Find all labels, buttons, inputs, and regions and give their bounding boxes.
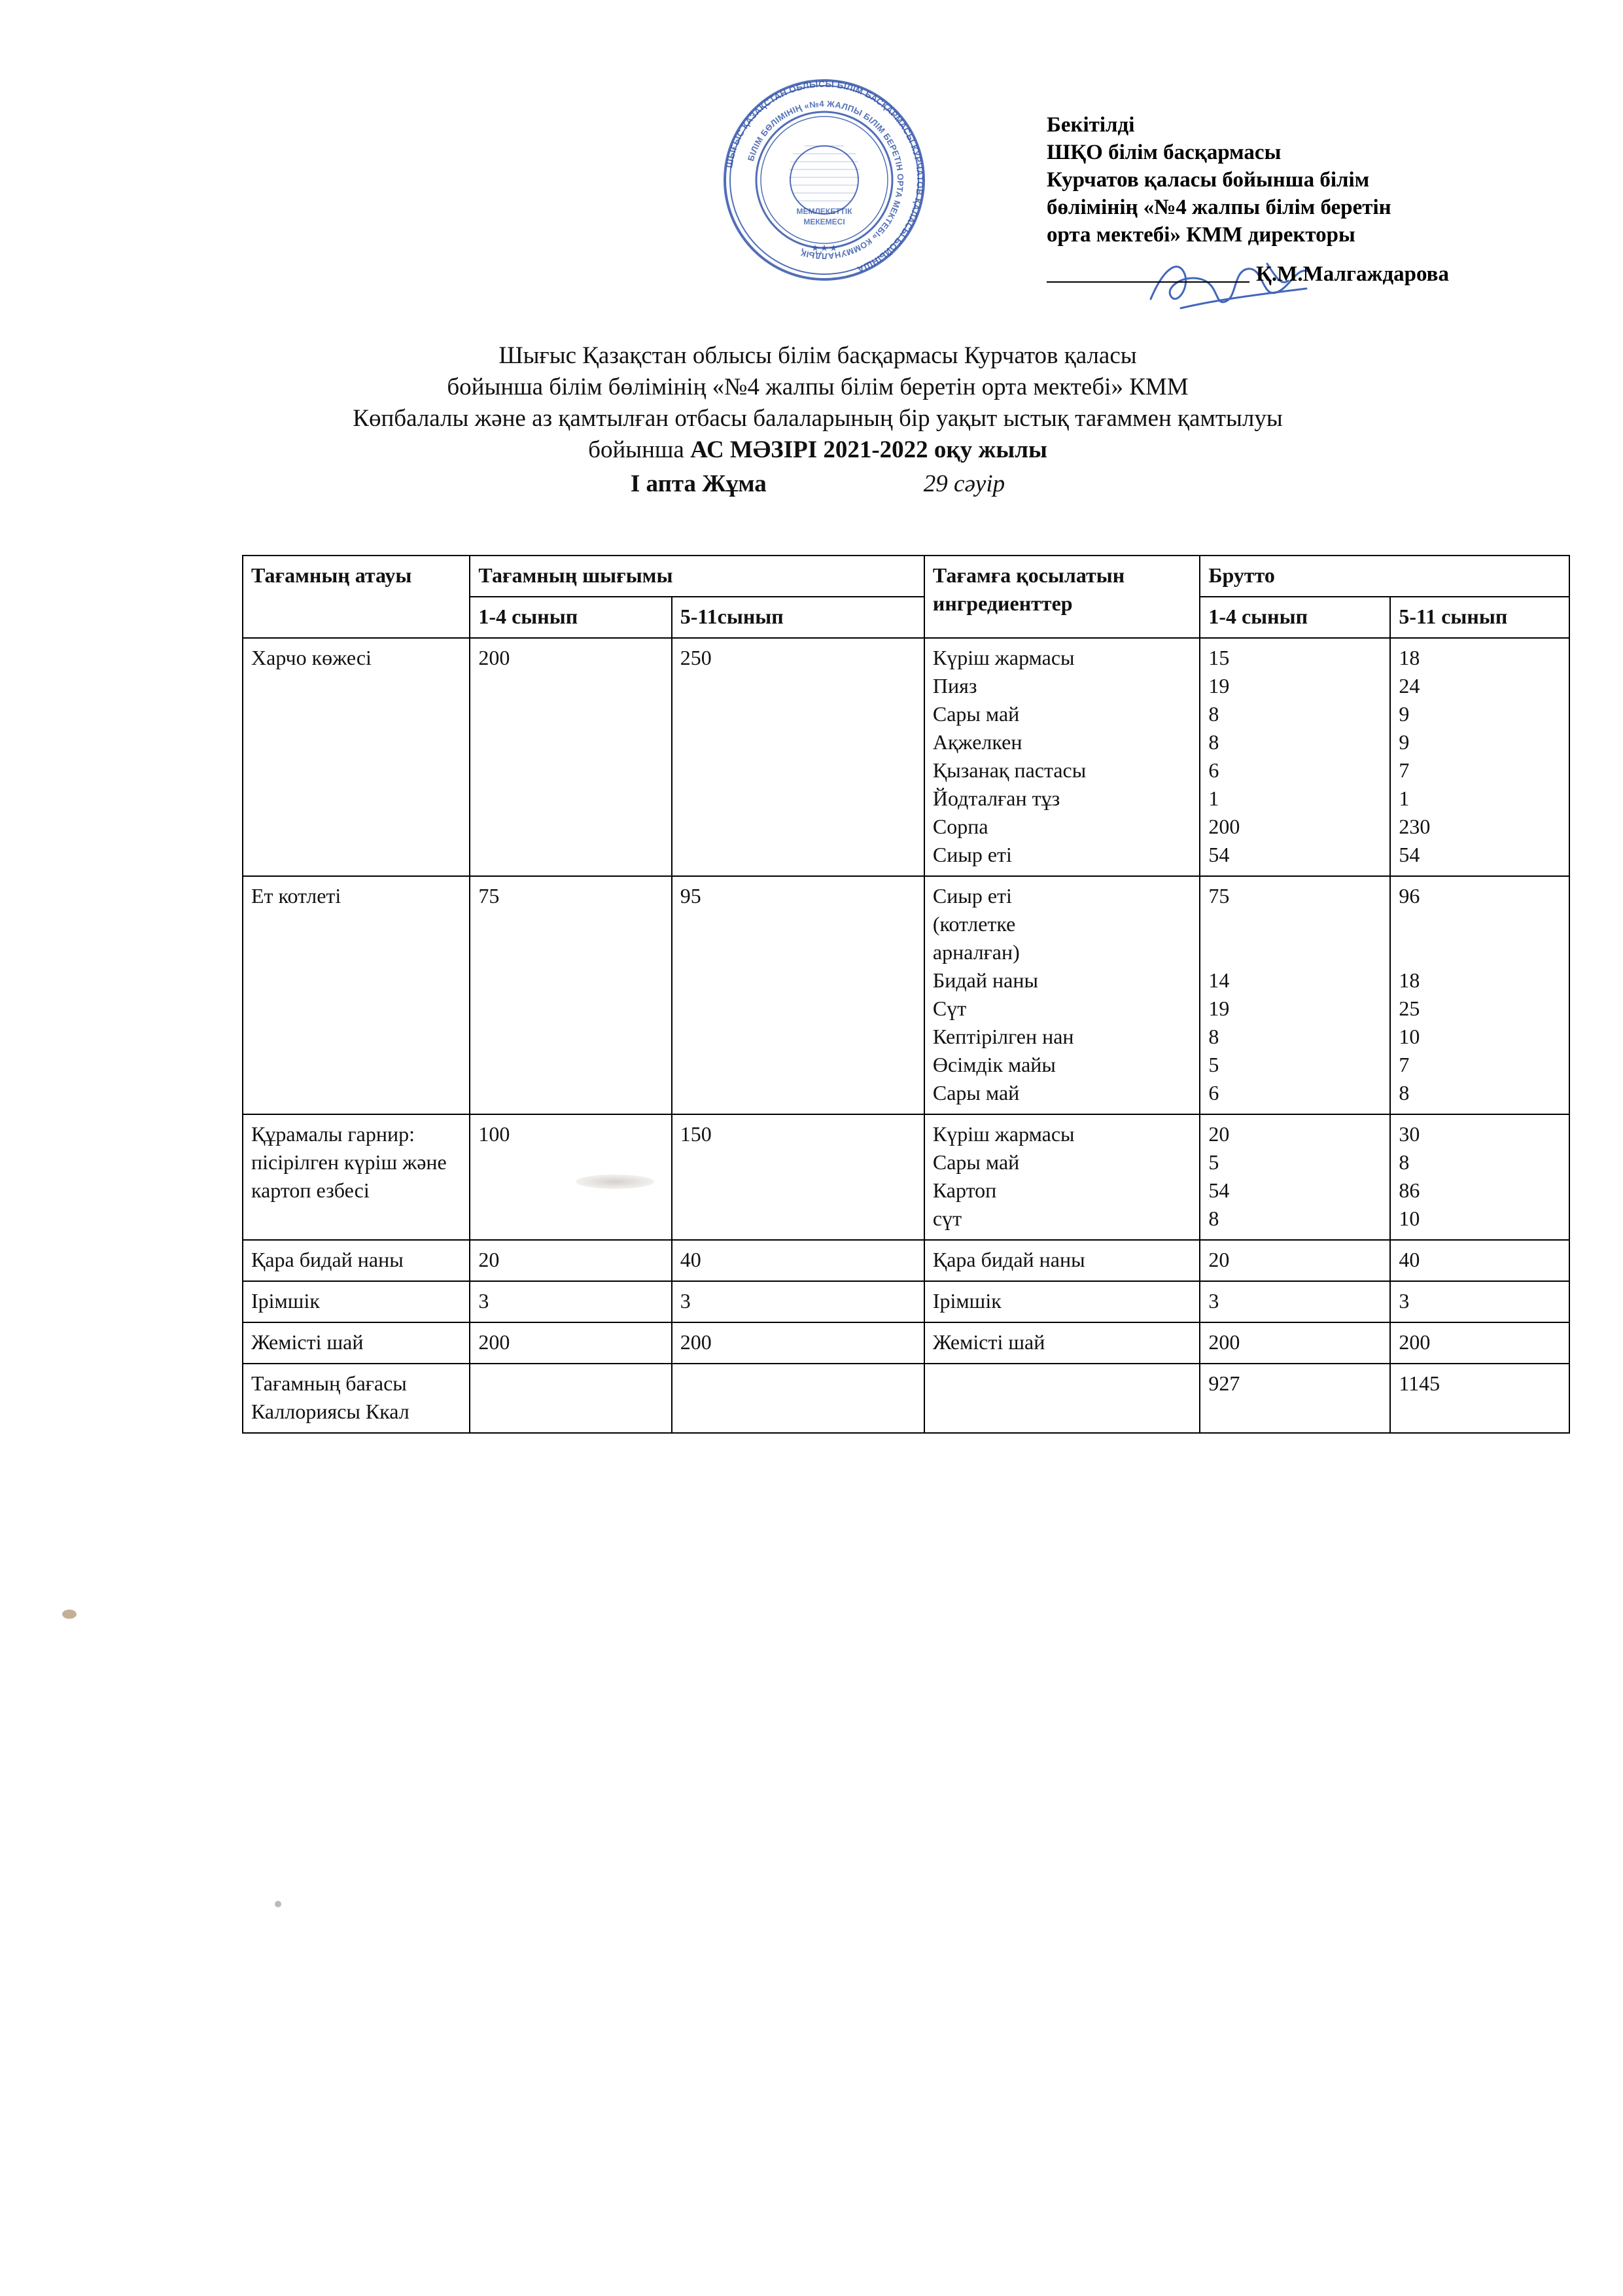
- brutto-value: 54: [1208, 1178, 1230, 1202]
- ingredient-item: Бидай наны: [932, 968, 1038, 992]
- table-total-row: [243, 1364, 1569, 1433]
- cell-brutto-1-4: [1200, 1114, 1390, 1240]
- cell-brutto-5-11: 40: [1390, 1240, 1569, 1281]
- cell-dish-name: Жемісті шай: [243, 1322, 470, 1364]
- title-line-2: бойынша білім бөлімінің «№4 жалпы білім беретін орта мектебі» КММ: [447, 374, 1189, 400]
- cell-brutto-1-4: [1200, 876, 1390, 1114]
- cell-total-output-1-4: [470, 1364, 671, 1433]
- header-brutto: Брутто: [1200, 556, 1569, 597]
- header-output-1-4: 1-4 сынып: [470, 597, 671, 638]
- cell-output-1-4: 75: [470, 876, 671, 1114]
- brutto-value: 86: [1399, 1178, 1420, 1202]
- header-output: Тағамның шығымы: [470, 556, 924, 597]
- menu-heading: АС МӘЗІРІ 2021-2022 оқу жылы: [690, 436, 1047, 463]
- ingredient-item: Өсімдік майы: [932, 1053, 1056, 1076]
- cell-dish-name: Қара бидай наны: [243, 1240, 470, 1281]
- brutto-value: 14: [1208, 968, 1230, 992]
- week-row: [242, 468, 1393, 500]
- cell-ingredients: [924, 876, 1200, 1114]
- approval-line-1: Бекітілді: [1047, 113, 1135, 137]
- cell-output-5-11: 95: [672, 876, 924, 1114]
- brutto-value: 8: [1208, 1207, 1219, 1230]
- brutto-value: 18: [1399, 646, 1420, 669]
- brutto-value: 19: [1208, 997, 1230, 1020]
- brutto-value: 75: [1208, 884, 1230, 908]
- table-row: [243, 1322, 1569, 1364]
- svg-text:МЕКЕМЕСІ: МЕКЕМЕСІ: [803, 217, 845, 226]
- cell-output-5-11: 40: [672, 1240, 924, 1281]
- brutto-value: 230: [1399, 815, 1431, 838]
- ingredient-item: Күріш жармасы: [932, 1122, 1075, 1146]
- brutto-value: 8: [1399, 1081, 1410, 1104]
- brutto-value: 8: [1399, 1150, 1410, 1174]
- svg-text:★ ★ ★: ★ ★ ★: [811, 243, 837, 253]
- brutto-value: 20: [1208, 1122, 1230, 1146]
- week-day-label: I апта Жұма: [630, 470, 767, 497]
- table-row: [243, 1240, 1569, 1281]
- menu-date: 29 сәуір: [923, 470, 1005, 497]
- menu-table: [242, 555, 1570, 1434]
- brutto-spacer: [1399, 910, 1561, 938]
- title-line-4: [242, 434, 1393, 466]
- director-name: Қ.М.Малгаждарова: [1256, 262, 1449, 286]
- table-header-row-1: [243, 556, 1569, 597]
- header-ingredients: Тағамға қосылатын ингредиенттер: [924, 556, 1200, 638]
- cell-brutto-5-11: 200: [1390, 1322, 1569, 1364]
- cell-output-1-4: 20: [470, 1240, 671, 1281]
- cell-output-1-4: 3: [470, 1281, 671, 1322]
- ingredient-item: Сүт: [932, 997, 967, 1020]
- brutto-value: 54: [1399, 843, 1420, 866]
- brutto-value: 7: [1399, 1053, 1410, 1076]
- approval-block: [1047, 111, 1563, 288]
- cell-total-ingredients: [924, 1364, 1200, 1433]
- ingredient-item: (котлетке: [932, 912, 1016, 936]
- brutto-value: 8: [1208, 730, 1219, 754]
- cell-ingredients: Ірімшік: [924, 1281, 1200, 1322]
- ingredient-item: Кептірілген нан: [932, 1025, 1074, 1048]
- approval-line-2: ШҚО білім басқармасы: [1047, 141, 1282, 164]
- cell-output-5-11: 250: [672, 638, 924, 876]
- cell-ingredients: Қара бидай наны: [924, 1240, 1200, 1281]
- header-dish-name: Тағамның атауы: [243, 556, 470, 638]
- brutto-value: 7: [1399, 758, 1410, 782]
- cell-output-1-4: 100: [470, 1114, 671, 1240]
- cell-brutto-5-11: [1390, 638, 1569, 876]
- ingredient-item: арналған): [932, 940, 1020, 964]
- document-title: [242, 340, 1393, 500]
- brutto-value: 9: [1399, 730, 1410, 754]
- table-row: [243, 876, 1569, 1114]
- brutto-value: 25: [1399, 997, 1420, 1020]
- cell-total-calories-1-4: 927: [1200, 1364, 1390, 1433]
- brutto-value: 10: [1399, 1025, 1420, 1048]
- cell-ingredients: [924, 638, 1200, 876]
- ingredient-item: Қызанақ пастасы: [932, 758, 1087, 782]
- cell-brutto-5-11: [1390, 1114, 1569, 1240]
- ingredient-item: сүт: [932, 1207, 962, 1230]
- cell-total-output-5-11: [672, 1364, 924, 1433]
- brutto-value: 10: [1399, 1207, 1420, 1230]
- brutto-spacer: [1399, 938, 1561, 966]
- approval-line-3: Курчатов қаласы бойынша білім: [1047, 168, 1370, 192]
- brutto-value: 9: [1399, 702, 1410, 726]
- svg-text:ШЫҒЫС ҚАЗАҚСТАН ОБЛЫСЫ БІЛІМ Б: ШЫҒЫС ҚАЗАҚСТАН ОБЛЫСЫ БІЛІМ БАСҚАРМАСЫ КУРЧАТОВ ҚАЛАСЫ БОЙЫНША: [724, 79, 926, 275]
- ingredient-item: Күріш жармасы: [932, 646, 1075, 669]
- cell-ingredients: [924, 1114, 1200, 1240]
- header-brutto-5-11: 5-11 сынып: [1390, 597, 1569, 638]
- table-row: [243, 1114, 1569, 1240]
- scan-smudge: [576, 1174, 654, 1189]
- cell-dish-name: Ет котлеті: [243, 876, 470, 1114]
- ingredient-item: Сары май: [932, 1081, 1020, 1104]
- cell-output-5-11: 3: [672, 1281, 924, 1322]
- brutto-value: 18: [1399, 968, 1420, 992]
- brutto-value: 54: [1208, 843, 1230, 866]
- scan-dot: [275, 1901, 281, 1907]
- table-row: [243, 638, 1569, 876]
- brutto-value: 96: [1399, 884, 1420, 908]
- header-output-5-11: 5-11сынып: [672, 597, 924, 638]
- cell-dish-name: Харчо көжесі: [243, 638, 470, 876]
- brutto-value: 6: [1208, 1081, 1219, 1104]
- brutto-value: 30: [1399, 1122, 1420, 1146]
- brutto-value: 19: [1208, 674, 1230, 698]
- ingredient-item: Ақжелкен: [932, 730, 1022, 754]
- svg-text:БІЛІМ БӨЛІМІНІҢ «№4 ЖАЛПЫ БІЛІ: БІЛІМ БӨЛІМІНІҢ «№4 ЖАЛПЫ БІЛІМ БЕРЕТІН ОРТА МЕКТЕБІ» КОММУНАЛДЫҚ: [745, 98, 906, 262]
- cell-brutto-1-4: 20: [1200, 1240, 1390, 1281]
- brutto-value: 5: [1208, 1150, 1219, 1174]
- svg-text:МЕМЛЕКЕТТІК: МЕМЛЕКЕТТІК: [796, 207, 852, 216]
- brutto-spacer: [1208, 910, 1382, 938]
- ingredient-item: Пияз: [932, 674, 977, 698]
- cell-output-5-11: 150: [672, 1114, 924, 1240]
- cell-brutto-5-11: 3: [1390, 1281, 1569, 1322]
- title-line-3: Көпбалалы және аз қамтылған отбасы балаларының бір уақыт ыстық тағаммен қамтылуы: [353, 405, 1283, 432]
- brutto-value: 1: [1399, 786, 1410, 810]
- brutto-spacer: [1208, 938, 1382, 966]
- cell-total-label: Тағамның бағасы Каллориясы Ккал: [243, 1364, 470, 1433]
- approval-line-4: бөлімінің «№4 жалпы білім беретін: [1047, 196, 1391, 219]
- table-row: [243, 1281, 1569, 1322]
- official-stamp: [707, 62, 942, 298]
- cell-brutto-1-4: [1200, 638, 1390, 876]
- brutto-value: 24: [1399, 674, 1420, 698]
- brutto-value: 5: [1208, 1053, 1219, 1076]
- ingredient-item: Сары май: [932, 1150, 1020, 1174]
- brutto-value: 8: [1208, 1025, 1219, 1048]
- cell-output-5-11: 200: [672, 1322, 924, 1364]
- title-line-4-prefix: бойынша: [588, 436, 691, 463]
- cell-brutto-1-4: 200: [1200, 1322, 1390, 1364]
- brutto-value: 15: [1208, 646, 1230, 669]
- table-body: [243, 638, 1569, 1433]
- cell-ingredients: Жемісті шай: [924, 1322, 1200, 1364]
- cell-dish-name: Ірімшік: [243, 1281, 470, 1322]
- ingredient-item: Сиыр еті: [932, 884, 1012, 908]
- ingredient-item: Сиыр еті: [932, 843, 1012, 866]
- cell-brutto-5-11: [1390, 876, 1569, 1114]
- signature-row: [1047, 260, 1563, 288]
- ingredient-item: Сорпа: [932, 815, 988, 838]
- brutto-value: 1: [1208, 786, 1219, 810]
- cell-total-calories-5-11: 1145: [1390, 1364, 1569, 1433]
- header-brutto-1-4: 1-4 сынып: [1200, 597, 1390, 638]
- cell-brutto-1-4: 3: [1200, 1281, 1390, 1322]
- signature-line: [1047, 281, 1249, 283]
- brutto-value: 6: [1208, 758, 1219, 782]
- title-line-1: Шығыс Қазақстан облысы білім басқармасы Курчатов қаласы: [498, 342, 1137, 369]
- brutto-value: 200: [1208, 815, 1240, 838]
- cell-output-1-4: 200: [470, 638, 671, 876]
- ingredient-item: Сары май: [932, 702, 1020, 726]
- brutto-value: 8: [1208, 702, 1219, 726]
- ingredient-item: Картоп: [932, 1178, 997, 1202]
- ingredient-item: Йодталған тұз: [932, 786, 1060, 810]
- scan-speck: [62, 1610, 77, 1619]
- approval-line-5: орта мектебі» КММ директоры: [1047, 223, 1355, 247]
- cell-dish-name: Құрамалы гарнир: пісірілген күріш және картоп езбесі: [243, 1114, 470, 1240]
- cell-output-1-4: 200: [470, 1322, 671, 1364]
